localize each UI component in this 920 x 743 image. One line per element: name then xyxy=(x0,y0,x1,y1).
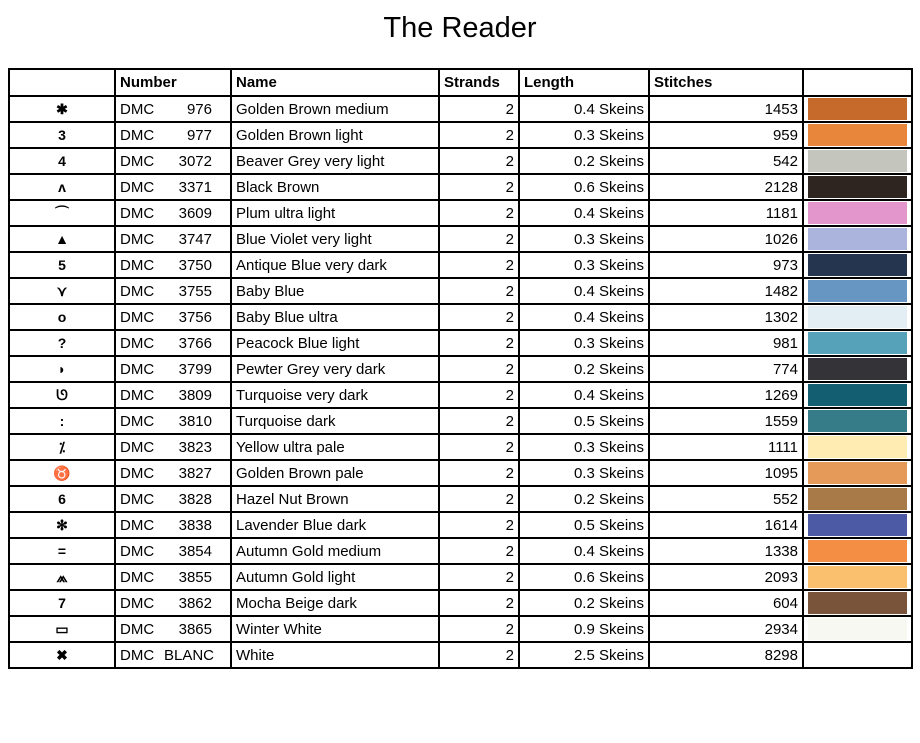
thread-number xyxy=(115,512,231,538)
thread-brand: DMC xyxy=(120,412,155,430)
table-row xyxy=(9,96,912,122)
thread-name: Mocha Beige dark xyxy=(231,590,439,616)
thread-code: 3766 xyxy=(178,334,212,352)
thread-name: Autumn Gold light xyxy=(231,564,439,590)
color-swatch xyxy=(808,488,907,510)
symbol-icon: ✖ xyxy=(9,642,115,668)
thread-stitches: 2093 xyxy=(649,564,803,590)
symbol-icon: ʌ xyxy=(9,174,115,200)
table-row xyxy=(9,590,912,616)
thread-stitches: 1026 xyxy=(649,226,803,252)
table-row xyxy=(9,382,912,408)
header-stitches: Stitches xyxy=(649,69,803,96)
symbol-icon: ✻ xyxy=(9,512,115,538)
thread-brand: DMC xyxy=(120,126,155,144)
color-swatch xyxy=(808,436,907,458)
thread-number xyxy=(115,330,231,356)
color-swatch xyxy=(808,410,907,432)
color-swatch xyxy=(808,98,907,120)
symbol-icon: ⁒ xyxy=(9,434,115,460)
thread-stitches: 552 xyxy=(649,486,803,512)
thread-strands: 2 xyxy=(439,330,519,356)
table-row xyxy=(9,538,912,564)
thread-name: Winter White xyxy=(231,616,439,642)
thread-number xyxy=(115,278,231,304)
thread-name: Black Brown xyxy=(231,174,439,200)
thread-number xyxy=(115,590,231,616)
thread-strands: 2 xyxy=(439,460,519,486)
page-title: The Reader xyxy=(383,12,537,44)
table-row xyxy=(9,226,912,252)
thread-length: 0.2 Skeins xyxy=(519,356,649,382)
thread-brand: DMC xyxy=(120,100,155,118)
symbol-icon: ▭ xyxy=(9,616,115,642)
color-swatch-cell xyxy=(803,200,912,226)
thread-name: Pewter Grey very dark xyxy=(231,356,439,382)
thread-stitches: 542 xyxy=(649,148,803,174)
thread-strands: 2 xyxy=(439,122,519,148)
thread-length: 0.3 Skeins xyxy=(519,252,649,278)
thread-name: Plum ultra light xyxy=(231,200,439,226)
symbol-icon: ⋎ xyxy=(9,278,115,304)
thread-number xyxy=(115,174,231,200)
table-row xyxy=(9,148,912,174)
thread-code: 3756 xyxy=(178,308,212,326)
header-number: Number xyxy=(115,69,231,96)
thread-number xyxy=(115,460,231,486)
thread-length: 0.6 Skeins xyxy=(519,564,649,590)
thread-brand: DMC xyxy=(120,360,155,378)
thread-number xyxy=(115,408,231,434)
thread-brand: DMC xyxy=(120,490,155,508)
thread-number xyxy=(115,538,231,564)
thread-stitches: 1482 xyxy=(649,278,803,304)
thread-number xyxy=(115,148,231,174)
color-swatch-cell xyxy=(803,122,912,148)
table-row xyxy=(9,200,912,226)
thread-stitches: 1302 xyxy=(649,304,803,330)
thread-name: Antique Blue very dark xyxy=(231,252,439,278)
thread-code: 3823 xyxy=(178,438,212,456)
symbol-icon: ⌒ xyxy=(9,200,115,226)
thread-strands: 2 xyxy=(439,174,519,200)
thread-number xyxy=(115,434,231,460)
thread-stitches: 1453 xyxy=(649,96,803,122)
color-swatch-cell xyxy=(803,512,912,538)
thread-number xyxy=(115,382,231,408)
table-row xyxy=(9,122,912,148)
symbol-icon: o xyxy=(9,304,115,330)
thread-length: 0.3 Skeins xyxy=(519,330,649,356)
thread-code: 3371 xyxy=(178,178,212,196)
thread-code: 3855 xyxy=(178,568,212,586)
thread-code: 3750 xyxy=(178,256,212,274)
color-swatch xyxy=(808,540,907,562)
thread-brand: DMC xyxy=(120,282,155,300)
thread-name: Blue Violet very light xyxy=(231,226,439,252)
thread-length: 0.4 Skeins xyxy=(519,304,649,330)
thread-length: 0.3 Skeins xyxy=(519,460,649,486)
thread-name: Baby Blue xyxy=(231,278,439,304)
thread-strands: 2 xyxy=(439,512,519,538)
thread-stitches: 1614 xyxy=(649,512,803,538)
color-swatch xyxy=(808,280,907,302)
thread-name: Golden Brown light xyxy=(231,122,439,148)
symbol-icon: ◗ xyxy=(9,356,115,382)
thread-strands: 2 xyxy=(439,434,519,460)
thread-code: 977 xyxy=(186,126,212,144)
table-row xyxy=(9,330,912,356)
thread-name: Yellow ultra pale xyxy=(231,434,439,460)
thread-number xyxy=(115,356,231,382)
symbol-icon: 5 xyxy=(9,252,115,278)
thread-stitches: 959 xyxy=(649,122,803,148)
color-swatch xyxy=(808,462,907,484)
color-swatch-cell xyxy=(803,538,912,564)
symbol-icon: ♉ xyxy=(9,460,115,486)
thread-stitches: 604 xyxy=(649,590,803,616)
thread-code: 3828 xyxy=(178,490,212,508)
header-name: Name xyxy=(231,69,439,96)
thread-brand: DMC xyxy=(120,230,155,248)
thread-brand: DMC xyxy=(120,542,155,560)
thread-brand: DMC xyxy=(120,204,155,222)
thread-number xyxy=(115,96,231,122)
thread-code: 3755 xyxy=(178,282,212,300)
color-swatch-cell xyxy=(803,304,912,330)
color-swatch xyxy=(808,202,907,224)
thread-brand: DMC xyxy=(120,334,155,352)
thread-strands: 2 xyxy=(439,382,519,408)
thread-code: 3862 xyxy=(178,594,212,612)
symbol-icon: ? xyxy=(9,330,115,356)
thread-strands: 2 xyxy=(439,486,519,512)
thread-length: 0.4 Skeins xyxy=(519,96,649,122)
color-swatch-cell xyxy=(803,96,912,122)
thread-brand: DMC xyxy=(120,438,155,456)
thread-number xyxy=(115,564,231,590)
table-row xyxy=(9,408,912,434)
thread-code: 3747 xyxy=(178,230,212,248)
color-swatch xyxy=(808,124,907,146)
header-symbol xyxy=(9,69,115,96)
symbol-icon: 7 xyxy=(9,590,115,616)
color-swatch xyxy=(808,514,907,536)
color-swatch xyxy=(808,618,907,640)
thread-length: 0.4 Skeins xyxy=(519,538,649,564)
thread-length: 0.2 Skeins xyxy=(519,590,649,616)
color-swatch xyxy=(808,644,907,666)
symbol-icon: ✱ xyxy=(9,96,115,122)
thread-brand: DMC xyxy=(120,256,155,274)
thread-code: 3838 xyxy=(178,516,212,534)
thread-number xyxy=(115,122,231,148)
thread-strands: 2 xyxy=(439,148,519,174)
symbol-icon: ⩕ xyxy=(9,564,115,590)
thread-name: Baby Blue ultra xyxy=(231,304,439,330)
thread-length: 0.3 Skeins xyxy=(519,434,649,460)
thread-brand: DMC xyxy=(120,646,155,664)
thread-code: 3827 xyxy=(178,464,212,482)
thread-brand: DMC xyxy=(120,594,155,612)
thread-code: 3809 xyxy=(178,386,212,404)
thread-brand: DMC xyxy=(120,386,155,404)
thread-strands: 2 xyxy=(439,642,519,668)
thread-name: Autumn Gold medium xyxy=(231,538,439,564)
table-row xyxy=(9,278,912,304)
thread-strands: 2 xyxy=(439,278,519,304)
color-swatch-cell xyxy=(803,330,912,356)
color-swatch xyxy=(808,306,907,328)
thread-brand: DMC xyxy=(120,178,155,196)
thread-strands: 2 xyxy=(439,226,519,252)
symbol-icon: 3 xyxy=(9,122,115,148)
thread-length: 0.3 Skeins xyxy=(519,226,649,252)
thread-number xyxy=(115,642,231,668)
color-swatch-cell xyxy=(803,356,912,382)
thread-name: Golden Brown pale xyxy=(231,460,439,486)
table-row xyxy=(9,486,912,512)
thread-number xyxy=(115,252,231,278)
thread-stitches: 1338 xyxy=(649,538,803,564)
thread-length: 0.5 Skeins xyxy=(519,512,649,538)
thread-number xyxy=(115,226,231,252)
thread-name: Turquoise very dark xyxy=(231,382,439,408)
thread-number xyxy=(115,200,231,226)
color-swatch xyxy=(808,150,907,172)
thread-code: 3865 xyxy=(178,620,212,638)
thread-length: 2.5 Skeins xyxy=(519,642,649,668)
color-swatch-cell xyxy=(803,590,912,616)
color-swatch xyxy=(808,384,907,406)
thread-stitches: 774 xyxy=(649,356,803,382)
thread-code: 3810 xyxy=(178,412,212,430)
thread-stitches: 1181 xyxy=(649,200,803,226)
color-swatch-cell xyxy=(803,148,912,174)
table-row xyxy=(9,434,912,460)
thread-stitches: 2128 xyxy=(649,174,803,200)
color-swatch xyxy=(808,592,907,614)
thread-brand: DMC xyxy=(120,152,155,170)
header-length: Length xyxy=(519,69,649,96)
header-color xyxy=(803,69,912,96)
thread-strands: 2 xyxy=(439,408,519,434)
thread-length: 0.9 Skeins xyxy=(519,616,649,642)
color-swatch-cell xyxy=(803,616,912,642)
thread-strands: 2 xyxy=(439,252,519,278)
thread-number xyxy=(115,486,231,512)
header-strands: Strands xyxy=(439,69,519,96)
thread-brand: DMC xyxy=(120,464,155,482)
color-swatch-cell xyxy=(803,174,912,200)
thread-strands: 2 xyxy=(439,96,519,122)
symbol-icon: : xyxy=(9,408,115,434)
color-swatch-cell xyxy=(803,460,912,486)
table-row xyxy=(9,616,912,642)
thread-code: 976 xyxy=(186,100,212,118)
thread-strands: 2 xyxy=(439,564,519,590)
symbol-icon: = xyxy=(9,538,115,564)
color-swatch-cell xyxy=(803,382,912,408)
thread-length: 0.4 Skeins xyxy=(519,382,649,408)
color-swatch-cell xyxy=(803,642,912,668)
color-swatch xyxy=(808,176,907,198)
table-row xyxy=(9,564,912,590)
thread-stitches: 2934 xyxy=(649,616,803,642)
color-swatch-cell xyxy=(803,486,912,512)
thread-code: 3799 xyxy=(178,360,212,378)
thread-brand: DMC xyxy=(120,308,155,326)
thread-code: BLANC xyxy=(164,646,215,664)
color-swatch xyxy=(808,358,907,380)
thread-name: Golden Brown medium xyxy=(231,96,439,122)
symbol-icon: ᘎ xyxy=(9,382,115,408)
thread-brand: DMC xyxy=(120,620,155,638)
table-row xyxy=(9,356,912,382)
thread-number xyxy=(115,304,231,330)
thread-length: 0.2 Skeins xyxy=(519,486,649,512)
thread-stitches: 8298 xyxy=(649,642,803,668)
thread-strands: 2 xyxy=(439,200,519,226)
thread-length: 0.6 Skeins xyxy=(519,174,649,200)
symbol-icon: ▲ xyxy=(9,226,115,252)
thread-strands: 2 xyxy=(439,616,519,642)
thread-name: Lavender Blue dark xyxy=(231,512,439,538)
thread-strands: 2 xyxy=(439,538,519,564)
color-swatch-cell xyxy=(803,434,912,460)
table-row xyxy=(9,304,912,330)
thread-stitches: 1095 xyxy=(649,460,803,486)
thread-length: 0.5 Skeins xyxy=(519,408,649,434)
table-row xyxy=(9,642,912,668)
thread-name: White xyxy=(231,642,439,668)
table-header-row xyxy=(9,69,912,96)
thread-code: 3072 xyxy=(178,152,212,170)
table-row xyxy=(9,512,912,538)
thread-code: 3609 xyxy=(178,204,212,222)
color-swatch xyxy=(808,566,907,588)
thread-number xyxy=(115,616,231,642)
table-row xyxy=(9,174,912,200)
thread-length: 0.4 Skeins xyxy=(519,278,649,304)
thread-stitches: 973 xyxy=(649,252,803,278)
thread-strands: 2 xyxy=(439,590,519,616)
table-row xyxy=(9,252,912,278)
thread-brand: DMC xyxy=(120,516,155,534)
symbol-icon: 4 xyxy=(9,148,115,174)
thread-strands: 2 xyxy=(439,304,519,330)
thread-stitches: 981 xyxy=(649,330,803,356)
color-swatch xyxy=(808,332,907,354)
thread-name: Peacock Blue light xyxy=(231,330,439,356)
thread-name: Beaver Grey very light xyxy=(231,148,439,174)
color-swatch-cell xyxy=(803,252,912,278)
color-swatch xyxy=(808,254,907,276)
symbol-icon: 6 xyxy=(9,486,115,512)
thread-name: Hazel Nut Brown xyxy=(231,486,439,512)
table-row xyxy=(9,460,912,486)
color-swatch-cell xyxy=(803,564,912,590)
thread-stitches: 1111 xyxy=(649,434,803,460)
thread-brand: DMC xyxy=(120,568,155,586)
thread-stitches: 1559 xyxy=(649,408,803,434)
thread-length: 0.4 Skeins xyxy=(519,200,649,226)
thread-stitches: 1269 xyxy=(649,382,803,408)
color-swatch-cell xyxy=(803,278,912,304)
thread-length: 0.3 Skeins xyxy=(519,122,649,148)
color-swatch-cell xyxy=(803,408,912,434)
thread-name: Turquoise dark xyxy=(231,408,439,434)
thread-key-table xyxy=(8,68,913,669)
color-swatch xyxy=(808,228,907,250)
thread-length: 0.2 Skeins xyxy=(519,148,649,174)
color-swatch-cell xyxy=(803,226,912,252)
thread-code: 3854 xyxy=(178,542,212,560)
thread-strands: 2 xyxy=(439,356,519,382)
